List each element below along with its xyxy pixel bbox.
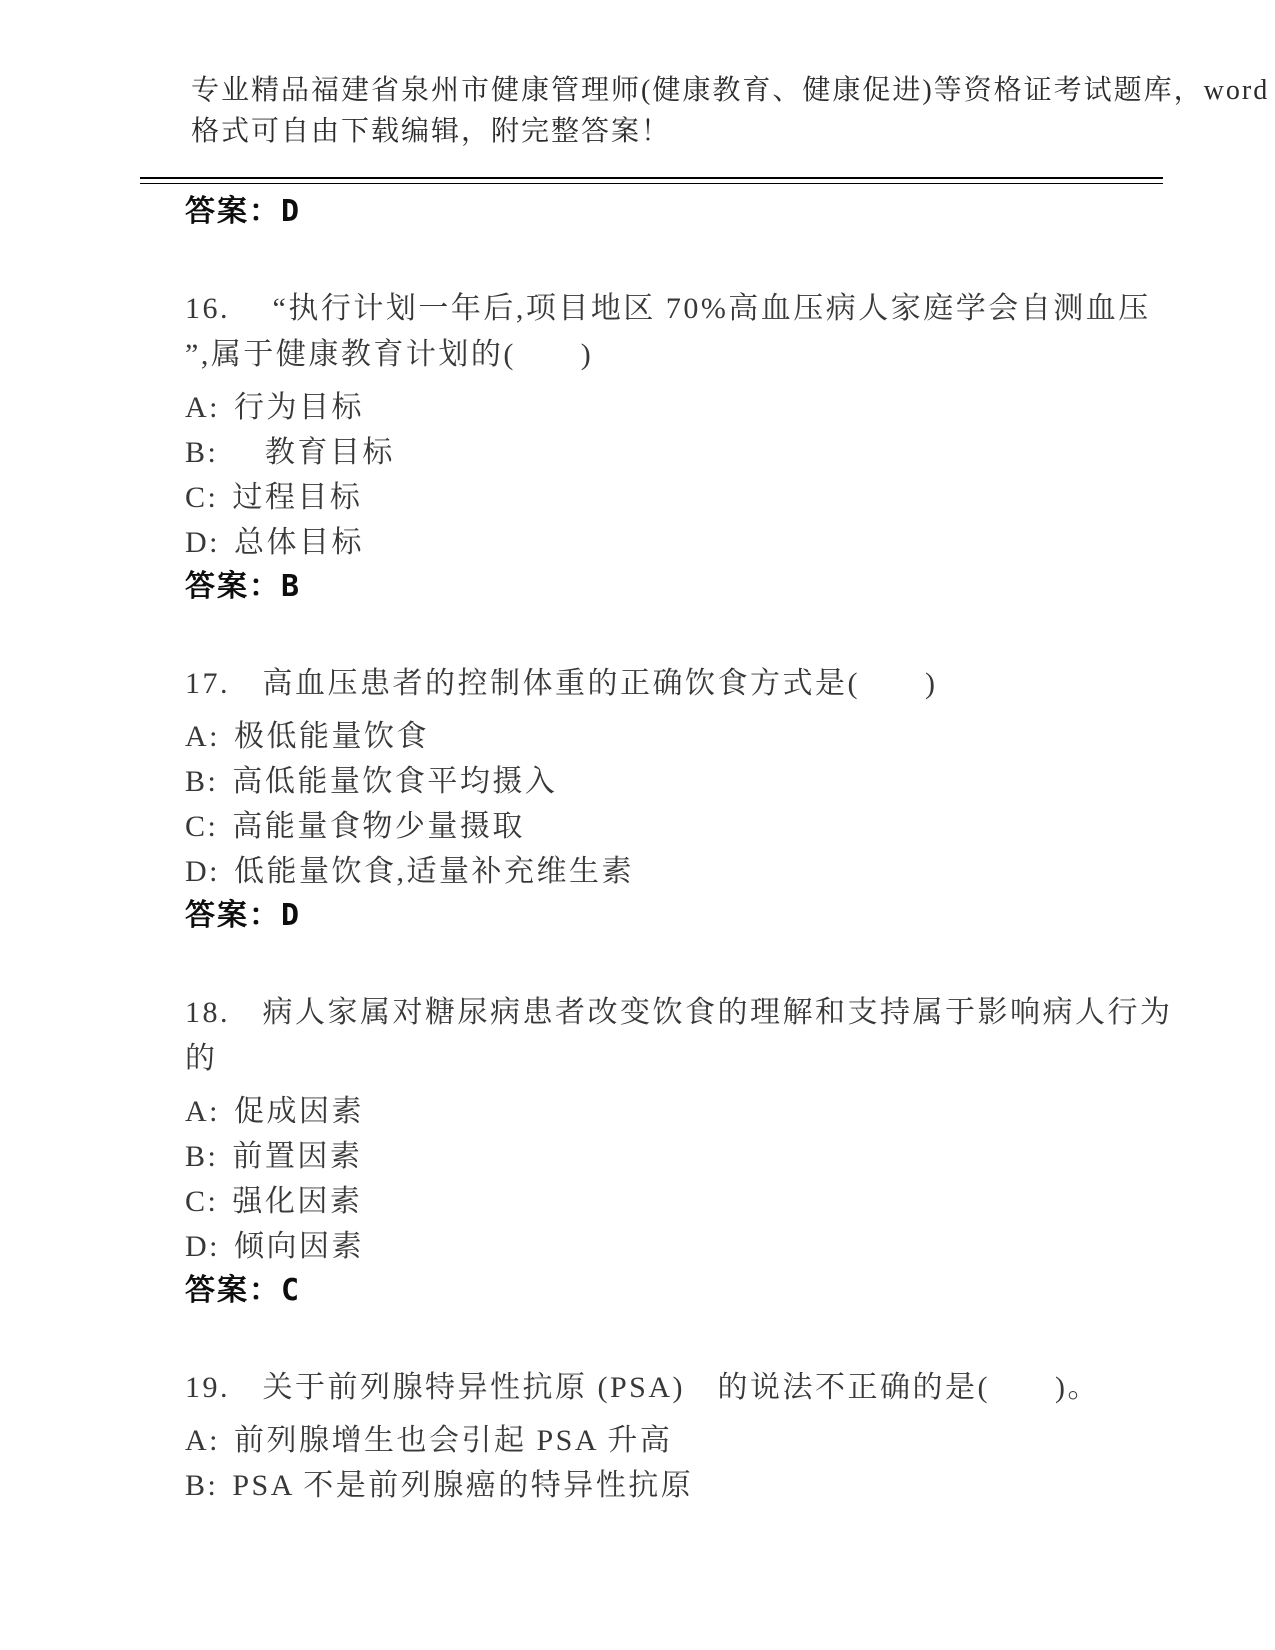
option-label: A: (185, 720, 220, 753)
answer-line-top (185, 196, 1185, 228)
option-text: 低能量饮食,适量补充维生素 (234, 855, 634, 888)
answer-line (185, 1275, 1185, 1307)
option-label: A: (185, 1095, 220, 1128)
option-label: D: (185, 1230, 220, 1263)
question-options (185, 1425, 1185, 1501)
answer-line (185, 900, 1185, 932)
option-label: D: (185, 855, 220, 888)
option-label: C: (185, 481, 219, 514)
answer-prefix: 答案： (185, 195, 281, 228)
question-block (185, 1365, 1185, 1501)
option-text: 强化因素 (232, 1185, 363, 1218)
question-text-line: 18. 病人家属对糖尿病患者改变饮食的理解和支持属于影响病人行为 (185, 996, 1173, 1029)
answer-prefix: 答案： (185, 1274, 281, 1307)
option-line (185, 811, 1185, 842)
option-line (185, 437, 1185, 468)
option-label: B: (185, 1140, 219, 1173)
option-label: C: (185, 1185, 219, 1218)
question-block (185, 990, 1185, 1307)
question-text (185, 1365, 1185, 1411)
option-line (185, 1425, 1185, 1456)
option-label: B: (185, 1469, 219, 1502)
answer-value: D (281, 194, 302, 229)
question-text-line: 17. 高血压患者的控制体重的正确饮食方式是( ) (185, 667, 938, 700)
option-line (185, 392, 1185, 423)
option-text: PSA 不是前列腺癌的特异性抗原 (232, 1469, 694, 1502)
page-content (185, 0, 1270, 1502)
option-line (185, 1470, 1185, 1501)
option-text: 总体目标 (234, 526, 364, 559)
question-text (185, 286, 1185, 378)
option-label: A: (185, 1424, 220, 1457)
option-text: 前列腺增生也会引起 PSA 升高 (234, 1424, 673, 1457)
option-text: 行为目标 (234, 391, 364, 424)
option-text: 极低能量饮食 (234, 720, 429, 753)
question-block (185, 661, 1185, 932)
option-line (185, 482, 1185, 513)
question-text-line: 19. 关于前列腺特异性抗原 (PSA) 的说法不正确的是( )。 (185, 1371, 1100, 1404)
header-line-2: 格式可自由下载编辑，附完整答案！ (191, 116, 672, 147)
option-text: 过程目标 (232, 481, 363, 514)
option-label: B: (185, 436, 219, 469)
option-line (185, 1186, 1185, 1217)
option-line (185, 856, 1185, 887)
answer-prefix: 答案： (185, 570, 281, 603)
question-options (185, 392, 1185, 558)
question-text-line: ”,属于健康教育计划的( ) (185, 338, 594, 371)
question-block (185, 286, 1185, 603)
option-line (185, 766, 1185, 797)
option-line (185, 1231, 1185, 1262)
question-text-line: 16. “执行计划一年后,项目地区 70%高血压病人家庭学会自测血压 (185, 292, 1151, 325)
option-line (185, 527, 1185, 558)
answer-value: D (281, 898, 302, 933)
questions-list (185, 286, 1185, 1501)
answer-line (185, 571, 1185, 603)
option-text: 教育目标 (232, 436, 395, 469)
option-line (185, 721, 1185, 752)
option-line (185, 1096, 1185, 1127)
question-text-line: 的 (185, 1042, 218, 1075)
answer-prefix: 答案： (185, 899, 281, 932)
header-line-1: 专业精品福建省泉州市健康管理师(健康教育、健康促进)等资格证考试题库，word (191, 75, 1270, 106)
option-label: A: (185, 391, 220, 424)
option-text: 高低能量饮食平均摄入 (232, 765, 558, 798)
option-text: 促成因素 (234, 1095, 364, 1128)
option-text: 高能量食物少量摄取 (232, 810, 525, 843)
option-label: B: (185, 765, 219, 798)
answer-value: B (281, 569, 302, 604)
page-header (191, 70, 1270, 152)
question-text (185, 661, 1185, 707)
answer-value: C (281, 1273, 302, 1308)
question-options (185, 1096, 1185, 1262)
option-text: 前置因素 (232, 1140, 363, 1173)
option-text: 倾向因素 (234, 1230, 364, 1263)
option-line (185, 1141, 1185, 1172)
question-options (185, 721, 1185, 887)
option-label: D: (185, 526, 220, 559)
header-divider-line (140, 177, 1163, 184)
question-text (185, 990, 1185, 1082)
option-label: C: (185, 810, 219, 843)
